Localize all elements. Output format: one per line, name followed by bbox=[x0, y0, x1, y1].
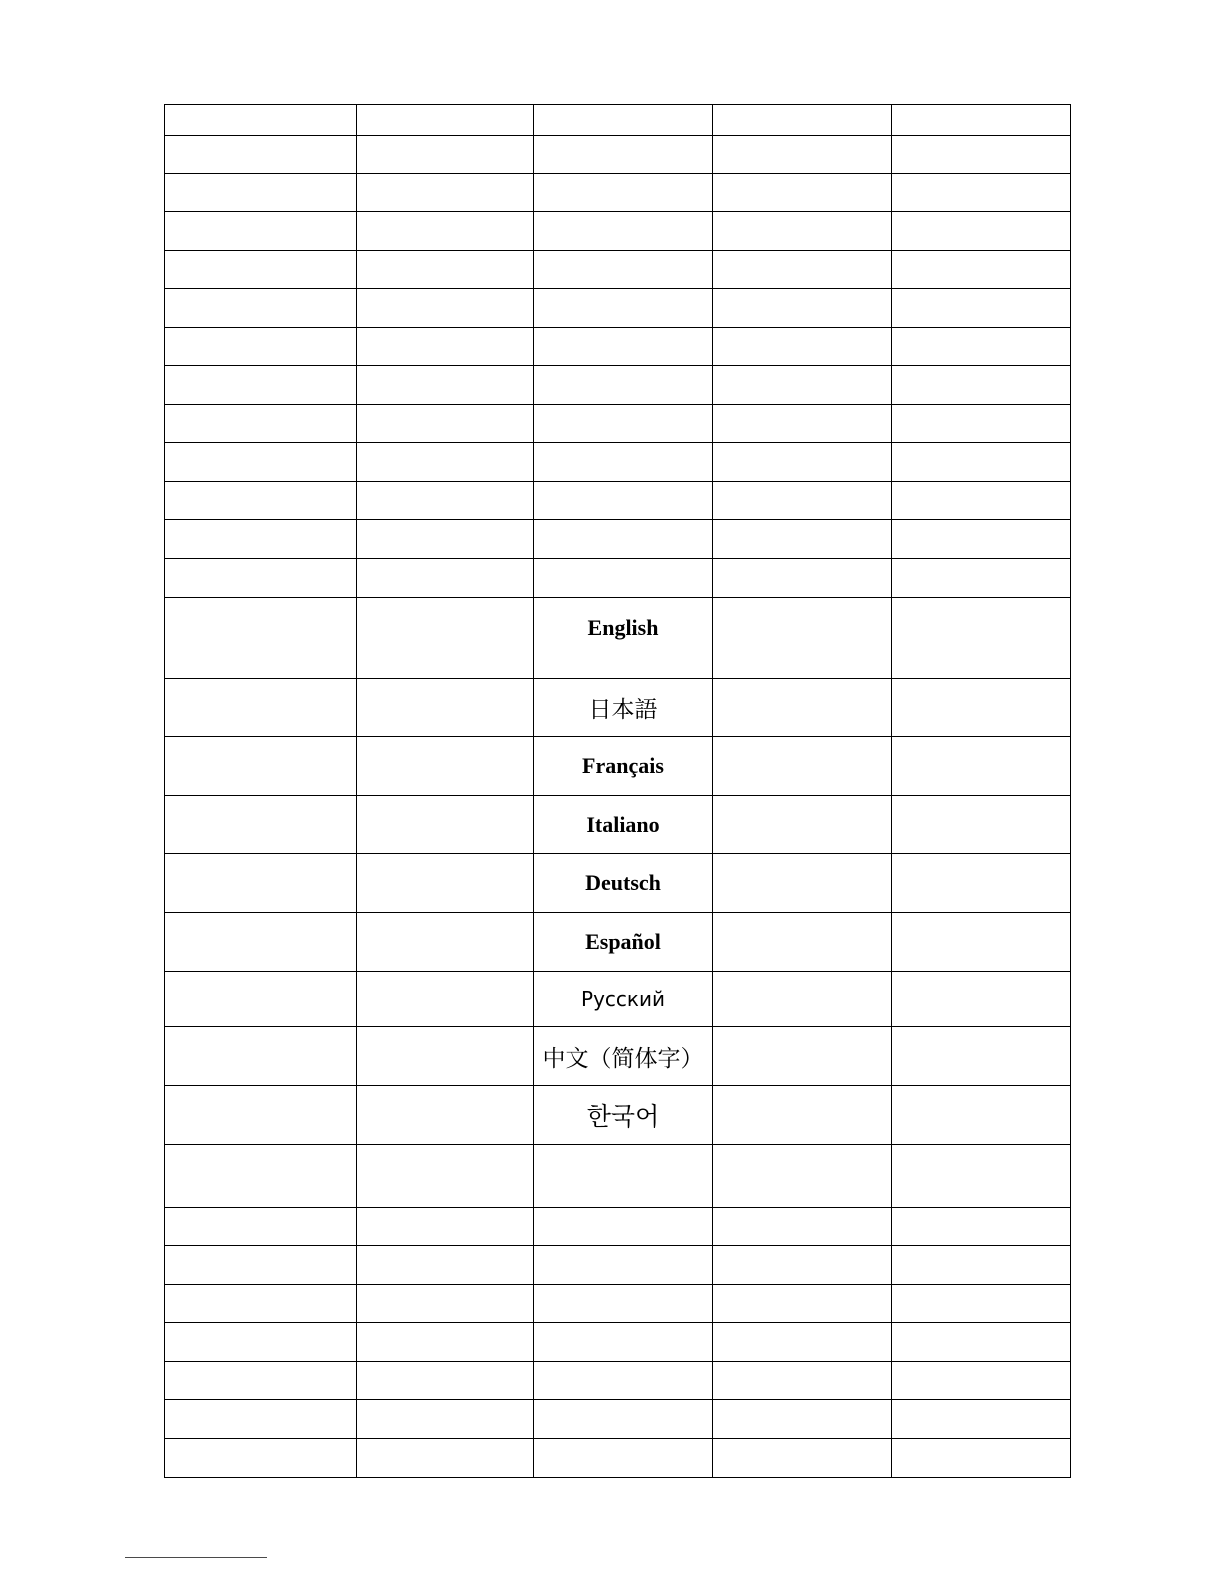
table-cell bbox=[357, 1323, 534, 1362]
table-cell bbox=[892, 679, 1071, 737]
table-cell bbox=[892, 737, 1071, 796]
table-cell bbox=[892, 174, 1071, 212]
table-cell bbox=[534, 174, 713, 212]
table-row bbox=[165, 1086, 1071, 1145]
table-cell bbox=[357, 1400, 534, 1439]
table-cell bbox=[165, 366, 357, 405]
table-cell bbox=[534, 854, 713, 913]
table-row bbox=[165, 737, 1071, 796]
table-cell bbox=[892, 1086, 1071, 1145]
table-cell bbox=[892, 1439, 1071, 1478]
table-cell bbox=[713, 1362, 892, 1400]
table-cell bbox=[534, 913, 713, 972]
table-row bbox=[165, 289, 1071, 328]
table-cell bbox=[534, 251, 713, 289]
table-cell bbox=[165, 737, 357, 796]
table-cell bbox=[892, 1027, 1071, 1086]
table-row bbox=[165, 1246, 1071, 1285]
table-row bbox=[165, 1323, 1071, 1362]
language-option-label: Deutsch bbox=[585, 870, 661, 895]
table-cell bbox=[892, 1400, 1071, 1439]
table-cell bbox=[713, 598, 892, 679]
language-table-body bbox=[165, 105, 1071, 1478]
table-cell bbox=[165, 559, 357, 598]
table-row bbox=[165, 174, 1071, 212]
table-row bbox=[165, 136, 1071, 174]
table-cell bbox=[892, 1285, 1071, 1323]
table-cell bbox=[357, 679, 534, 737]
table-cell bbox=[534, 289, 713, 328]
table-cell bbox=[357, 1208, 534, 1246]
table-cell bbox=[713, 520, 892, 559]
table-cell bbox=[534, 212, 713, 251]
table-cell bbox=[892, 854, 1071, 913]
table-cell bbox=[713, 1086, 892, 1145]
table-cell bbox=[534, 1439, 713, 1478]
table-cell bbox=[892, 1208, 1071, 1246]
table-cell bbox=[534, 1086, 713, 1145]
table-cell bbox=[534, 1027, 713, 1086]
table-row bbox=[165, 796, 1071, 854]
table-cell bbox=[357, 1027, 534, 1086]
table-cell bbox=[165, 854, 357, 913]
table-cell bbox=[534, 1362, 713, 1400]
table-cell bbox=[713, 366, 892, 405]
table-cell bbox=[713, 737, 892, 796]
table-cell bbox=[357, 174, 534, 212]
table-cell bbox=[713, 328, 892, 366]
table-cell bbox=[892, 520, 1071, 559]
table-cell bbox=[534, 679, 713, 737]
table-row bbox=[165, 1208, 1071, 1246]
table-cell bbox=[357, 251, 534, 289]
table-cell bbox=[357, 328, 534, 366]
table-cell bbox=[892, 251, 1071, 289]
table-cell bbox=[534, 105, 713, 136]
table-cell bbox=[357, 405, 534, 443]
table-cell bbox=[892, 1362, 1071, 1400]
table-row bbox=[165, 251, 1071, 289]
table-cell bbox=[165, 136, 357, 174]
language-table bbox=[164, 104, 1071, 1478]
table-cell bbox=[357, 1246, 534, 1285]
table-cell bbox=[892, 1246, 1071, 1285]
table-cell bbox=[713, 105, 892, 136]
table-cell bbox=[165, 598, 357, 679]
table-cell bbox=[357, 1145, 534, 1208]
table-cell bbox=[165, 1323, 357, 1362]
table-cell bbox=[713, 1323, 892, 1362]
table-cell bbox=[165, 443, 357, 482]
table-cell bbox=[713, 796, 892, 854]
table-cell bbox=[534, 1145, 713, 1208]
table-cell bbox=[165, 1362, 357, 1400]
table-row bbox=[165, 972, 1071, 1027]
table-cell bbox=[165, 1208, 357, 1246]
table-row bbox=[165, 105, 1071, 136]
table-cell bbox=[165, 972, 357, 1027]
table-cell bbox=[892, 212, 1071, 251]
table-cell bbox=[713, 854, 892, 913]
table-cell bbox=[534, 1323, 713, 1362]
table-cell bbox=[357, 289, 534, 328]
table-cell bbox=[357, 598, 534, 679]
table-cell bbox=[713, 482, 892, 520]
table-cell bbox=[165, 328, 357, 366]
table-row bbox=[165, 520, 1071, 559]
table-cell bbox=[713, 174, 892, 212]
table-cell bbox=[713, 1439, 892, 1478]
table-cell bbox=[892, 1323, 1071, 1362]
table-cell bbox=[713, 679, 892, 737]
table-cell bbox=[713, 972, 892, 1027]
table-cell bbox=[357, 559, 534, 598]
table-cell bbox=[534, 136, 713, 174]
table-cell bbox=[357, 482, 534, 520]
table-cell bbox=[892, 972, 1071, 1027]
table-cell bbox=[165, 796, 357, 854]
table-cell bbox=[357, 443, 534, 482]
table-row bbox=[165, 328, 1071, 366]
language-option-label: 한국어 bbox=[586, 1102, 660, 1131]
table-cell bbox=[357, 796, 534, 854]
table-cell bbox=[357, 136, 534, 174]
table-cell bbox=[165, 289, 357, 328]
table-cell bbox=[165, 482, 357, 520]
table-cell bbox=[534, 1208, 713, 1246]
table-cell bbox=[713, 405, 892, 443]
table-cell bbox=[357, 1439, 534, 1478]
table-cell bbox=[165, 1285, 357, 1323]
table-cell bbox=[357, 105, 534, 136]
footnote-separator bbox=[125, 1557, 267, 1558]
table-cell bbox=[713, 913, 892, 972]
table-cell bbox=[713, 289, 892, 328]
table-cell bbox=[892, 443, 1071, 482]
table-cell bbox=[165, 1027, 357, 1086]
table-cell bbox=[534, 405, 713, 443]
table-cell bbox=[713, 559, 892, 598]
table-cell bbox=[534, 598, 713, 679]
table-cell bbox=[165, 913, 357, 972]
table-cell bbox=[165, 405, 357, 443]
table-cell bbox=[713, 1285, 892, 1323]
table-cell bbox=[534, 482, 713, 520]
table-cell bbox=[165, 1400, 357, 1439]
table-cell bbox=[357, 1086, 534, 1145]
table-row bbox=[165, 212, 1071, 251]
table-cell bbox=[165, 1439, 357, 1478]
table-cell bbox=[357, 913, 534, 972]
table-row bbox=[165, 1027, 1071, 1086]
table-row bbox=[165, 913, 1071, 972]
table-cell bbox=[357, 1362, 534, 1400]
table-cell bbox=[357, 1285, 534, 1323]
table-cell bbox=[534, 1400, 713, 1439]
table-cell bbox=[357, 972, 534, 1027]
table-cell bbox=[892, 328, 1071, 366]
table-cell bbox=[892, 913, 1071, 972]
table-cell bbox=[892, 136, 1071, 174]
table-cell bbox=[534, 443, 713, 482]
table-cell bbox=[892, 482, 1071, 520]
table-row bbox=[165, 598, 1071, 679]
table-cell bbox=[892, 289, 1071, 328]
table-row bbox=[165, 443, 1071, 482]
language-option-label: Español bbox=[585, 929, 661, 954]
table-cell bbox=[165, 174, 357, 212]
table-cell bbox=[165, 212, 357, 251]
table-cell bbox=[534, 1285, 713, 1323]
language-option-label: Italiano bbox=[586, 811, 660, 837]
table-cell bbox=[165, 1086, 357, 1145]
table-cell bbox=[892, 405, 1071, 443]
table-row bbox=[165, 679, 1071, 737]
table-row bbox=[165, 366, 1071, 405]
language-option-label: Русский bbox=[581, 987, 665, 1011]
table-cell bbox=[357, 520, 534, 559]
table-cell bbox=[534, 737, 713, 796]
table-cell bbox=[165, 251, 357, 289]
language-option-label: Français bbox=[582, 753, 664, 778]
table-row bbox=[165, 1145, 1071, 1208]
table-cell bbox=[165, 520, 357, 559]
table-cell bbox=[534, 366, 713, 405]
table-cell bbox=[892, 105, 1071, 136]
table-cell bbox=[357, 854, 534, 913]
table-cell bbox=[357, 737, 534, 796]
table-cell bbox=[713, 251, 892, 289]
table-row bbox=[165, 1362, 1071, 1400]
table-cell bbox=[892, 598, 1071, 679]
table-row bbox=[165, 1400, 1071, 1439]
table-cell bbox=[534, 972, 713, 1027]
table-cell bbox=[534, 520, 713, 559]
table-row bbox=[165, 1439, 1071, 1478]
table-cell bbox=[892, 796, 1071, 854]
table-cell bbox=[165, 105, 357, 136]
table-cell bbox=[892, 559, 1071, 598]
table-cell bbox=[713, 1027, 892, 1086]
table-row bbox=[165, 559, 1071, 598]
table-cell bbox=[713, 443, 892, 482]
table-cell bbox=[713, 1208, 892, 1246]
table-row bbox=[165, 854, 1071, 913]
table-cell bbox=[534, 559, 713, 598]
table-row bbox=[165, 1285, 1071, 1323]
table-cell bbox=[534, 796, 713, 854]
table-cell bbox=[892, 1145, 1071, 1208]
table-cell bbox=[713, 1145, 892, 1208]
table-row bbox=[165, 482, 1071, 520]
table-cell bbox=[713, 212, 892, 251]
table-cell bbox=[357, 366, 534, 405]
table-cell bbox=[892, 366, 1071, 405]
language-option-label: 中文（简体字） bbox=[542, 1045, 704, 1072]
table-cell bbox=[357, 212, 534, 251]
language-option-label: 日本語 bbox=[588, 697, 658, 723]
language-option-label: English bbox=[587, 615, 659, 640]
table-cell bbox=[713, 1246, 892, 1285]
table-cell bbox=[534, 1246, 713, 1285]
table-cell bbox=[534, 328, 713, 366]
table-cell bbox=[713, 136, 892, 174]
table-cell bbox=[165, 1145, 357, 1208]
table-cell bbox=[713, 1400, 892, 1439]
table-cell bbox=[165, 679, 357, 737]
table-row bbox=[165, 405, 1071, 443]
table-cell bbox=[165, 1246, 357, 1285]
